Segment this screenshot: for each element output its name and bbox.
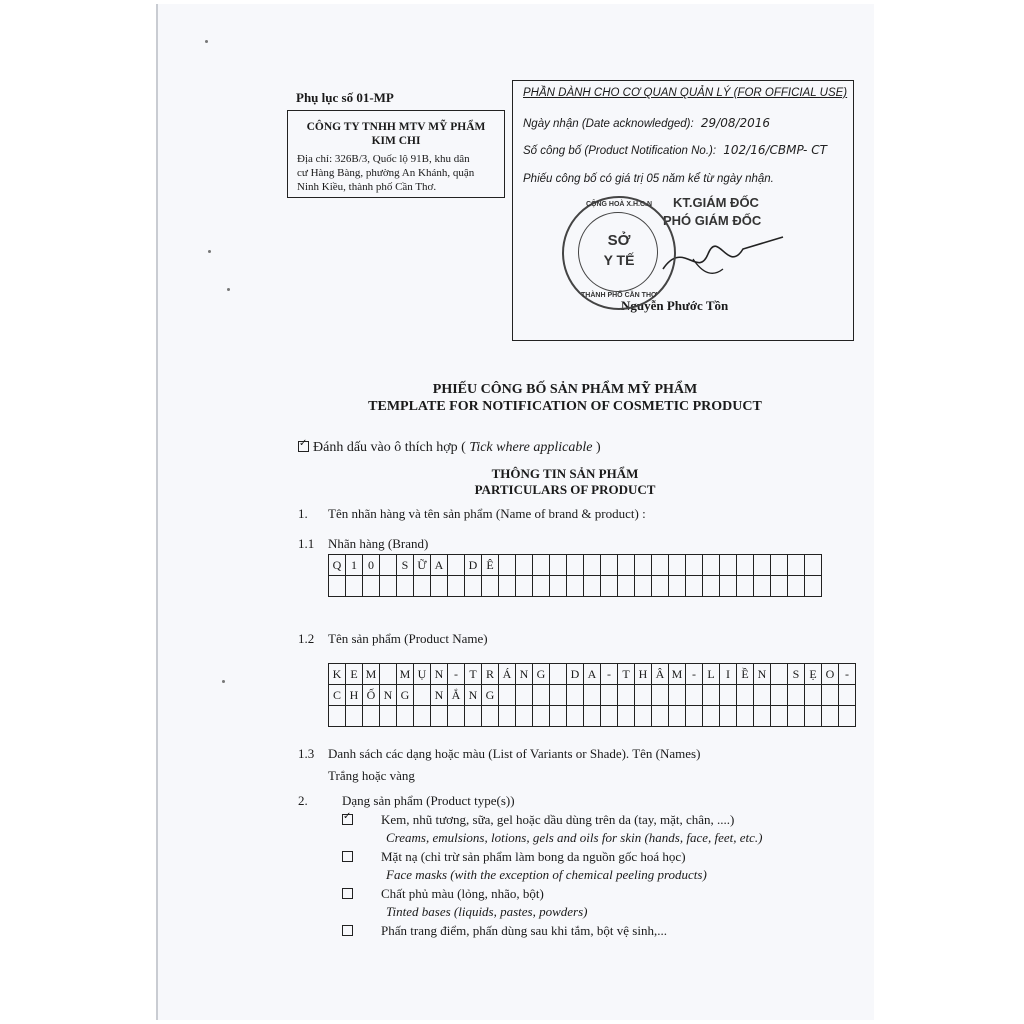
grid-cell: [550, 555, 567, 576]
tick-note-vi: Đánh dấu vào ô thích hợp (: [313, 440, 466, 455]
grid-cell: [516, 576, 533, 597]
grid-cell: [771, 685, 788, 706]
official-header: PHẦN DÀNH CHO CƠ QUAN QUẢN LÝ (FOR OFFICIAL USE): [523, 87, 848, 99]
product-name-grid: [328, 663, 856, 727]
tick-note-end: ): [595, 440, 601, 455]
grid-cell: A: [431, 555, 448, 576]
grid-cell: [601, 555, 618, 576]
grid-cell: [482, 706, 499, 727]
scan-mark: [227, 288, 230, 291]
item-2-num: 2.: [298, 793, 308, 808]
grid-cell: [414, 706, 431, 727]
grid-cell: [499, 706, 516, 727]
grid-cell: [550, 576, 567, 597]
grid-cell: [584, 576, 601, 597]
grid-cell: Ê: [482, 555, 499, 576]
grid-cell: G: [533, 664, 550, 685]
item-1-num: 1.: [298, 506, 308, 521]
item-2-text: Dạng sản phẩm (Product type(s)): [342, 793, 515, 808]
item-1-2-num: 1.2: [298, 631, 315, 646]
product-type-en: Face masks (with the exception of chemical peeling products): [386, 867, 707, 882]
variants-value: Trắng hoặc vàng: [328, 768, 415, 783]
grid-cell: G: [397, 685, 414, 706]
checkbox-icon[interactable]: [342, 851, 353, 862]
grid-cell: 0: [363, 555, 380, 576]
grid-cell: [550, 664, 567, 685]
grid-cell: [533, 555, 550, 576]
grid-cell: [584, 685, 601, 706]
grid-cell: [567, 706, 584, 727]
grid-cell: [346, 706, 363, 727]
item-1-1-num: 1.1: [298, 536, 315, 551]
item-1-3-text: Danh sách các dạng hoặc màu (List of Variants or Shade). Tên (Names): [328, 746, 701, 761]
grid-cell: A: [584, 664, 601, 685]
grid-cell: [499, 555, 516, 576]
grid-cell: -: [839, 664, 856, 685]
grid-cell: [567, 685, 584, 706]
grid-cell: K: [329, 664, 346, 685]
company-address: [297, 152, 497, 194]
grid-cell: [448, 576, 465, 597]
grid-cell: [686, 576, 703, 597]
grid-cell: [737, 706, 754, 727]
grid-cell: [669, 685, 686, 706]
checked-box-icon: [298, 441, 309, 452]
product-type-vi: Kem, nhũ tương, sữa, gel hoặc dầu dùng trên da (tay, mặt, chân, ....): [381, 812, 735, 827]
official-seal-icon: [562, 196, 676, 310]
grid-cell: [652, 576, 669, 597]
number-value: 102/16/CBMP- CT: [723, 143, 827, 157]
item-1-text: Tên nhãn hàng và tên sản phẩm (Name of brand & product) :: [328, 506, 646, 521]
product-type-item: [342, 812, 734, 828]
number-label: Số công bố (Product Notification No.):: [523, 145, 717, 157]
grid-cell: [601, 706, 618, 727]
grid-cell: [465, 706, 482, 727]
number-row: [523, 143, 827, 157]
grid-cell: [618, 706, 635, 727]
grid-cell: [839, 706, 856, 727]
grid-cell: [329, 576, 346, 597]
grid-cell: H: [346, 685, 363, 706]
grid-cell: [822, 706, 839, 727]
grid-cell: [618, 576, 635, 597]
grid-cell: [652, 685, 669, 706]
date-value: 29/08/2016: [700, 116, 771, 130]
annex-label: Phụ lục số 01-MP: [296, 90, 394, 105]
grid-cell: [618, 555, 635, 576]
grid-row: [329, 664, 856, 685]
grid-cell: Â: [652, 664, 669, 685]
company-name: [288, 120, 504, 148]
grid-cell: [652, 555, 669, 576]
grid-cell: S: [397, 555, 414, 576]
grid-cell: [720, 576, 737, 597]
grid-cell: [397, 576, 414, 597]
signer-name: Nguyễn Phước Tồn: [621, 298, 729, 313]
grid-cell: [601, 576, 618, 597]
grid-cell: [499, 576, 516, 597]
grid-cell: [805, 555, 822, 576]
grid-cell: [652, 706, 669, 727]
grid-cell: [516, 706, 533, 727]
product-type-item: [342, 886, 544, 902]
grid-cell: Ụ: [414, 664, 431, 685]
grid-cell: [788, 685, 805, 706]
grid-cell: I: [720, 664, 737, 685]
grid-cell: [686, 685, 703, 706]
section-title-vi: THÔNG TIN SẢN PHẨM: [491, 466, 639, 481]
grid-cell: Ữ: [414, 555, 431, 576]
grid-cell: L: [703, 664, 720, 685]
scan-mark: [222, 680, 225, 683]
grid-cell: [516, 685, 533, 706]
grid-cell: [584, 706, 601, 727]
grid-cell: H: [635, 664, 652, 685]
grid-cell: [533, 576, 550, 597]
grid-cell: [448, 555, 465, 576]
company-name-line: KIM CHI: [371, 135, 421, 147]
grid-cell: G: [482, 685, 499, 706]
grid-cell: [465, 576, 482, 597]
grid-cell: Ẹ: [805, 664, 822, 685]
grid-cell: [346, 576, 363, 597]
grid-cell: [771, 555, 788, 576]
tick-note-en: Tick where applicable: [469, 440, 593, 455]
grid-cell: Ố: [363, 685, 380, 706]
grid-cell: [397, 706, 414, 727]
grid-cell: [635, 576, 652, 597]
grid-cell: [805, 706, 822, 727]
grid-cell: [669, 706, 686, 727]
grid-cell: [703, 576, 720, 597]
grid-cell: N: [431, 664, 448, 685]
grid-cell: [635, 706, 652, 727]
grid-cell: [635, 555, 652, 576]
grid-cell: [380, 576, 397, 597]
grid-cell: C: [329, 685, 346, 706]
grid-cell: [805, 685, 822, 706]
item-1-1-text: Nhãn hàng (Brand): [328, 536, 429, 551]
official-use-box: [512, 80, 854, 341]
grid-cell: D: [567, 664, 584, 685]
checkbox-icon[interactable]: [342, 925, 353, 936]
grid-cell: N: [754, 664, 771, 685]
grid-cell: [584, 555, 601, 576]
date-row: [523, 116, 770, 130]
grid-cell: Q: [329, 555, 346, 576]
grid-cell: [754, 576, 771, 597]
product-type-en: Tinted bases (liquids, pastes, powders): [386, 904, 588, 919]
section-title-en: PARTICULARS OF PRODUCT: [474, 482, 656, 497]
grid-cell: 1: [346, 555, 363, 576]
scan-mark: [208, 250, 211, 253]
grid-cell: [567, 576, 584, 597]
grid-cell: [635, 685, 652, 706]
grid-cell: [703, 685, 720, 706]
grid-cell: [550, 706, 567, 727]
product-type-item: [342, 923, 667, 939]
grid-cell: M: [397, 664, 414, 685]
grid-cell: M: [669, 664, 686, 685]
grid-cell: [431, 576, 448, 597]
grid-cell: [822, 685, 839, 706]
grid-row: [329, 685, 856, 706]
grid-cell: D: [465, 555, 482, 576]
grid-cell: [737, 576, 754, 597]
checked-box-icon[interactable]: [342, 814, 353, 825]
grid-cell: O: [822, 664, 839, 685]
grid-cell: [720, 685, 737, 706]
grid-cell: [737, 555, 754, 576]
item-1-3-num: 1.3: [298, 746, 315, 761]
grid-row: [329, 576, 822, 597]
company-box: [287, 110, 505, 198]
seal-ring-top: CỘNG HOÀ X.H.C.N: [585, 201, 653, 208]
grid-cell: -: [601, 664, 618, 685]
title-vi: PHIẾU CÔNG BỐ SẢN PHẨM MỸ PHẨM: [432, 382, 698, 397]
product-type-vi: Chất phủ màu (lỏng, nhão, bột): [381, 886, 544, 901]
product-type-vi: Mặt nạ (chỉ trừ sản phẩm làm bong da nguồn gốc hoá học): [381, 849, 686, 864]
grid-cell: [516, 555, 533, 576]
grid-cell: N: [465, 685, 482, 706]
grid-cell: Á: [499, 664, 516, 685]
grid-cell: R: [482, 664, 499, 685]
product-type-en: Creams, emulsions, lotions, gels and oils for skin (hands, face, feet, etc.): [386, 830, 763, 845]
grid-cell: [482, 576, 499, 597]
grid-cell: N: [431, 685, 448, 706]
grid-cell: [431, 706, 448, 727]
grid-cell: [601, 685, 618, 706]
checkbox-icon[interactable]: [342, 888, 353, 899]
grid-cell: [669, 555, 686, 576]
brand-grid: [328, 554, 822, 597]
grid-cell: -: [448, 664, 465, 685]
grid-cell: [380, 706, 397, 727]
grid-cell: [720, 706, 737, 727]
grid-cell: [363, 576, 380, 597]
grid-cell: [380, 664, 397, 685]
seal-line1: SỞ: [607, 232, 631, 249]
grid-cell: T: [618, 664, 635, 685]
date-label: Ngày nhận (Date acknowledged):: [523, 118, 694, 130]
company-name-line: CÔNG TY TNHH MTV MỸ PHẨM: [306, 121, 486, 133]
grid-cell: [805, 576, 822, 597]
address-line: cư Hàng Bàng, phường An Khánh, quận: [297, 167, 475, 179]
grid-cell: [669, 576, 686, 597]
seal-line2: Y TẾ: [603, 252, 635, 268]
page-edge: [156, 4, 158, 1020]
signer-subtitle: PHÓ GIÁM ĐỐC: [663, 213, 762, 228]
grid-cell: T: [465, 664, 482, 685]
grid-cell: [720, 555, 737, 576]
grid-cell: [329, 706, 346, 727]
item-1-2-text: Tên sản phẩm (Product Name): [328, 631, 488, 646]
grid-cell: [448, 706, 465, 727]
grid-row: [329, 555, 822, 576]
address-line: Địa chỉ: 326B/3, Quốc lộ 91B, khu dân: [297, 153, 470, 165]
title-en: TEMPLATE FOR NOTIFICATION OF COSMETIC PRODUCT: [368, 399, 762, 414]
grid-cell: [550, 685, 567, 706]
grid-row: [329, 706, 856, 727]
scan-mark: [205, 40, 208, 43]
grid-cell: [839, 685, 856, 706]
validity-note: Phiếu công bố có giá trị 05 năm kể từ ngày nhận.: [523, 173, 774, 185]
grid-cell: [686, 706, 703, 727]
grid-cell: [686, 555, 703, 576]
grid-cell: [737, 685, 754, 706]
grid-cell: [533, 685, 550, 706]
grid-cell: Ắ: [448, 685, 465, 706]
grid-cell: [703, 555, 720, 576]
grid-cell: [788, 576, 805, 597]
grid-cell: [703, 706, 720, 727]
grid-cell: [363, 706, 380, 727]
grid-cell: [618, 685, 635, 706]
grid-cell: N: [516, 664, 533, 685]
tick-note: [298, 440, 601, 456]
grid-cell: S: [788, 664, 805, 685]
address-line: Ninh Kiều, thành phố Cần Thơ.: [297, 181, 437, 193]
grid-cell: [414, 576, 431, 597]
grid-cell: [499, 685, 516, 706]
grid-cell: [788, 706, 805, 727]
grid-cell: [771, 706, 788, 727]
grid-cell: [414, 685, 431, 706]
grid-cell: M: [363, 664, 380, 685]
grid-cell: Ề: [737, 664, 754, 685]
signer-title: KT.GIÁM ĐỐC: [673, 195, 759, 210]
grid-cell: -: [686, 664, 703, 685]
seal-ring-bottom: THÀNH PHỐ CẦN THƠ: [581, 292, 657, 299]
grid-cell: [567, 555, 584, 576]
grid-cell: N: [380, 685, 397, 706]
product-type-item: [342, 849, 686, 865]
grid-cell: [754, 555, 771, 576]
grid-cell: [754, 706, 771, 727]
grid-cell: [754, 685, 771, 706]
grid-cell: [380, 555, 397, 576]
grid-cell: [533, 706, 550, 727]
grid-cell: [771, 664, 788, 685]
grid-cell: [771, 576, 788, 597]
grid-cell: E: [346, 664, 363, 685]
product-type-vi: Phấn trang điểm, phấn dùng sau khi tắm, bột vệ sinh,...: [381, 923, 667, 938]
grid-cell: [788, 555, 805, 576]
